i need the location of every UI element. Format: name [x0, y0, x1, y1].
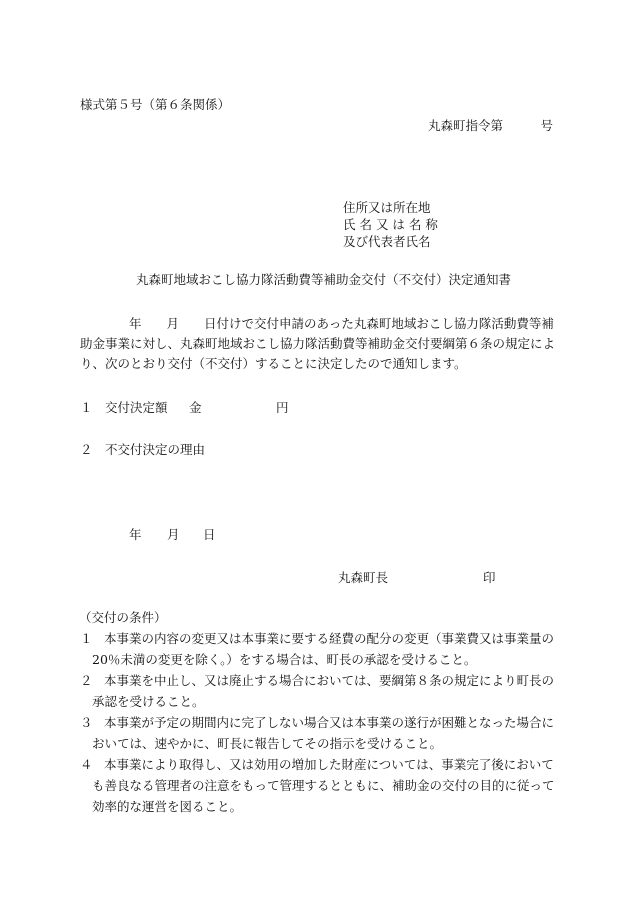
condition-1-line-2: 20％未満の変更を除く。）をする場合は、町長の承認を受けること。	[92, 652, 477, 667]
condition-1-number: １	[80, 631, 93, 646]
recipient-name-label: 氏 名 又 は 名 称	[343, 217, 438, 232]
condition-2-line-1: 本事業を中止し、又は廃止する場合においては、要綱第８条の規定により町長の	[104, 673, 555, 688]
form-label: 様式第５号（第６条関係）	[80, 97, 231, 112]
condition-1-line-1: 本事業の内容の変更又は本事業に要する経費の配分の変更（事業費又は事業量の	[104, 631, 555, 646]
item1-amount-unit: 円	[276, 400, 289, 415]
condition-3-number: ３	[80, 715, 93, 730]
document-title: 丸森町地域おこし協力隊活動費等補助金交付（不交付）決定通知書	[136, 272, 512, 287]
condition-4-line-2: も善良なる管理者の注意をもって管理するとともに、補助金の交付の目的に従って	[92, 778, 555, 793]
condition-4-line-3: 効率的な運営を図ること。	[92, 799, 243, 814]
item1-amount-prefix: 金	[189, 400, 202, 415]
conditions-heading: （交付の条件）	[79, 610, 167, 625]
item2-label: 不交付決定の理由	[105, 442, 206, 457]
item2-number: ２	[80, 442, 93, 457]
date-month: 月	[167, 527, 180, 542]
date-year: 年	[129, 527, 142, 542]
recipient-representative-label: 及び代表者氏名	[343, 234, 431, 249]
condition-3-line-1: 本事業が予定の期間内に完了しない場合又は本事業の遂行が困難となった場合に	[104, 715, 555, 730]
condition-4-number: ４	[80, 757, 93, 772]
condition-2-number: ２	[80, 673, 93, 688]
issuer-name: 丸森町長	[338, 570, 389, 585]
body-line-3: り、次のとおり交付（不交付）することに決定したので通知します。	[80, 356, 467, 371]
condition-3-line-2: おいては、速やかに、町長に報告してその指示を受けること。	[92, 736, 443, 751]
body-line-1: 年 月 日付けで交付申請のあった丸森町地域おこし協力隊活動費等補	[129, 316, 554, 331]
condition-4-line-1: 本事業により取得し、又は効用の増加した財産については、事業完了後において	[104, 757, 554, 772]
date-day: 日	[203, 527, 216, 542]
issuer-seal: 印	[483, 570, 496, 585]
condition-2-line-2: 承認を受けること。	[92, 694, 205, 709]
body-line-2: 助金事業に対し、丸森町地域おこし協力隊活動費等補助金交付要綱第６条の規定によ	[80, 336, 556, 351]
item1-label: 交付決定額	[105, 400, 168, 415]
reference-number: 丸森町指令第 号	[428, 118, 554, 133]
recipient-address-label: 住所又は所在地	[343, 200, 431, 215]
item1-number: １	[80, 400, 93, 415]
